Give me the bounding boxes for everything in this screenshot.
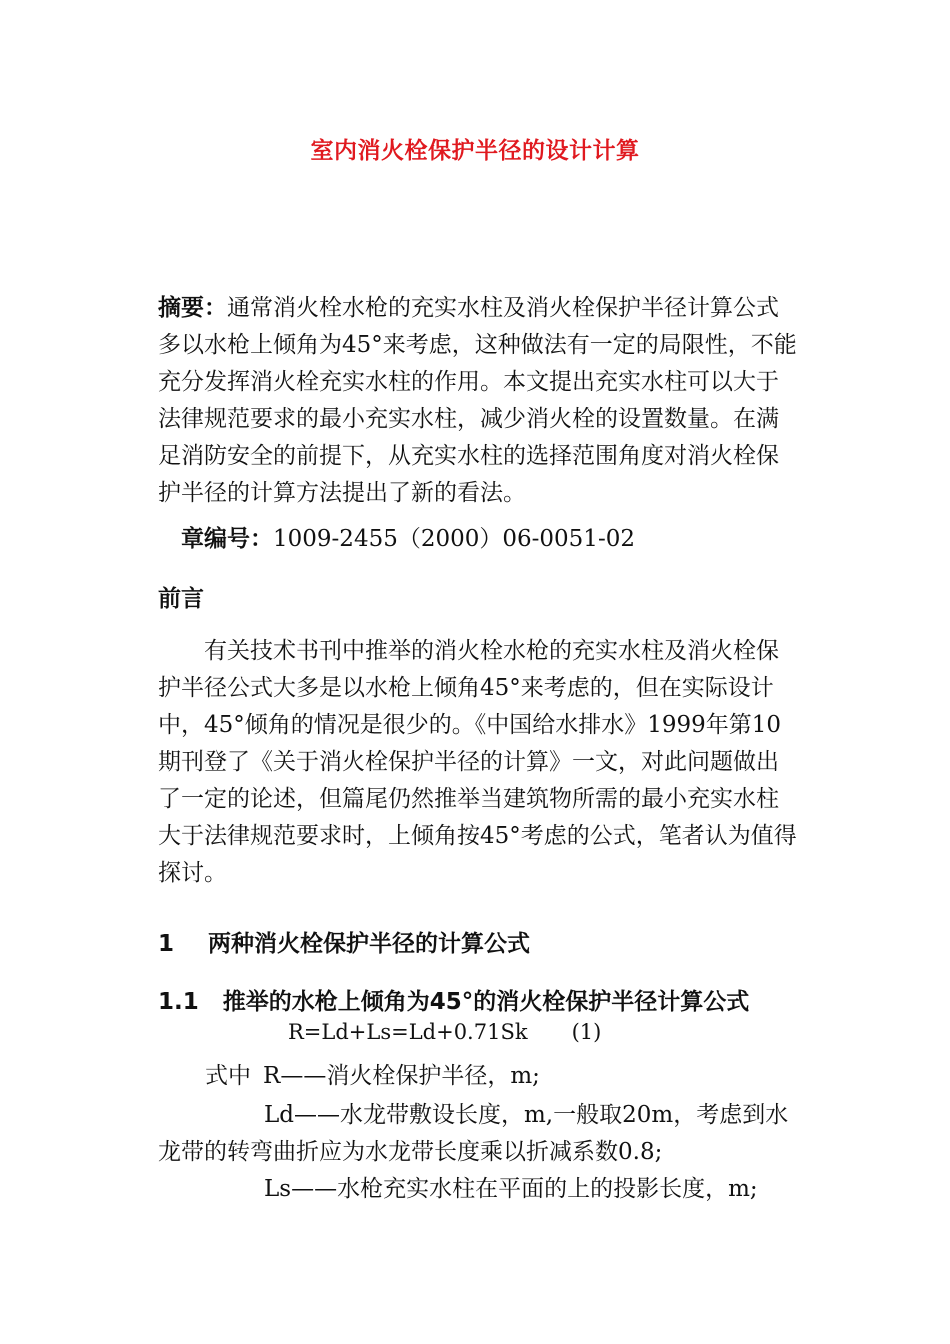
- abstract-text: 通常消火栓水枪的充实水柱及消火栓保护半径计算公式多以水枪上倾角为45°来考虑，这种做法有一定的局限性，不能充分发挥消火栓充实水柱的作用。本文提出充实水柱可以大于法律规范要求的最小充实水柱，减少消火栓的设置数量。在满足消防安全的前提下，从充实水柱的选择范围角度对消火栓保护半径的计算方法提出了新的看法。: [158, 295, 797, 506]
- formula-1: [288, 1020, 601, 1044]
- article-number-value: 1009-2455（2000）06-0051-02: [273, 526, 635, 552]
- article-number: [181, 520, 635, 553]
- preface-heading: 前言: [158, 586, 204, 612]
- formula-number: (1): [571, 1020, 602, 1044]
- definition-r: R——消火栓保护半径，m;: [263, 1063, 540, 1089]
- document-title: 室内消火栓保护半径的设计计算: [310, 138, 640, 164]
- definition-intro: [205, 1057, 540, 1090]
- preface-paragraph: 有关技术书刊中推举的消火栓水枪的充实水柱及消火栓保护半径公式大多是以水枪上倾角45°来考虑的，但在实际设计中，45°倾角的情况是很少的。《中国给水排水》1999年第10期刊登了《关于消火栓保护半径的计算》一文，对此问题做出了一定的论述，但篇尾仍然推举当建筑物所需的最小充实水柱大于法律规范要求时，上倾角按45°考虑的公式，笔者认为值得探讨。: [158, 638, 797, 886]
- section-1-1-number: 1.1: [158, 989, 199, 1015]
- abstract-paragraph: [158, 290, 798, 512]
- section-1-number: 1: [158, 931, 175, 957]
- definition-ls: Ls——水枪充实水柱在平面的上的投影长度，m;: [264, 1176, 758, 1202]
- section-1-title: 两种消火栓保护半径的计算公式: [208, 931, 531, 957]
- definition-ld-line2: 龙带的转弯曲折应为水龙带长度乘以折减系数0.8;: [158, 1139, 663, 1165]
- section-1-heading: [158, 925, 530, 958]
- article-number-label: 章编号：: [181, 526, 273, 552]
- definition-intro-label: 式中: [205, 1063, 251, 1089]
- definition-ld-line1: Ld——水龙带敷设长度，m,一般取20m，考虑到水: [264, 1102, 789, 1128]
- section-1-1-heading: [158, 983, 749, 1016]
- formula-expression: R=Ld+Ls=Ld+0.71Sk: [288, 1020, 528, 1044]
- abstract-label: 摘要：: [158, 295, 227, 321]
- section-1-1-title: 推举的水枪上倾角为45°的消火栓保护半径计算公式: [222, 989, 750, 1015]
